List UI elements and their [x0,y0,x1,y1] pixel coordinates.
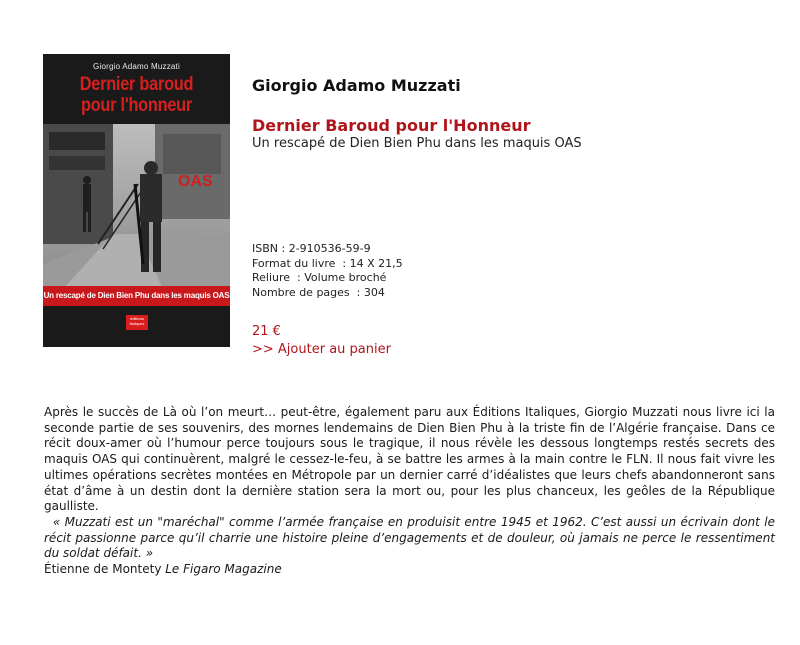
press-quote-text: « Muzzati est un "maréchal" comme l’armée française en produisit entre 1945 et 1962. C’est aussi un écrivain dont le récit passionne parce qu’il charrie une histoire pleine d’engagements et de douleur, où jamais ne perce le ressentiment du soldat défait. » [44,514,775,561]
press-quote [44,515,775,562]
spec-format: Format du livre : 14 X 21,5 [252,256,403,270]
product-author: Giorgio Adamo Muzzati [252,76,461,95]
byline-name: Étienne de Montety [44,562,162,577]
book-cover [43,54,230,347]
spec-binding: Reliure : Volume broché [252,271,387,284]
add-to-cart-link[interactable]: >> Ajouter au panier [252,342,391,357]
cover-band: Un rescapé de Dien Bien Phu dans les maquis OAS [43,286,230,306]
spec-pages: Nombre de pages : 304 [252,285,385,299]
book-description [44,405,775,578]
cover-author: Giorgio Adamo Muzzati [93,62,180,71]
cover-title-line2: pour l'honneur [80,95,193,116]
cover-oas-graffiti: OAS [178,173,213,190]
product-subtitle: Un rescapé de Dien Bien Phu dans les maquis OAS [252,136,582,151]
spec-isbn: ISBN : 2-910536-59-9 [252,242,371,255]
product-specs [252,242,403,300]
product-title: Dernier Baroud pour l'Honneur [252,116,531,135]
description-paragraph: Après le succès de Là où l’on meurt… peut-être, également paru aux Éditions Italiques, Giorgio Muzzati nous livre ici la seconde partie de ses souvenirs, des mornes lendemains de Dien Bien Phu à la triste fin de l’Algérie française. Dans ce récit doux-amer où l’humour perce toujours sous le tragique, il nous révèle les dessous longtemps restés secrets des maquis OAS qui continuèrent, malgré le cessez-le-feu, à se battre les armes à la main contre le FLN. Il nous fait vivre les ultimes opérations secrètes montées en Métropole par un dernier carré d’idéalistes que leurs chefs abandonneront sans état d’âme à un destin dont la dernière station sera la mort ou, pour les plus chanceux, les geôles de la République gaulliste. [44,405,775,514]
publisher-logo: éditions italiques [126,315,148,330]
byline-source: Le Figaro Magazine [165,562,282,577]
cover-photo [43,124,230,344]
press-byline [44,562,775,578]
cover-title [56,74,217,116]
cover-title-line1: Dernier baroud [79,74,194,95]
product-price: 21 € [252,324,281,339]
